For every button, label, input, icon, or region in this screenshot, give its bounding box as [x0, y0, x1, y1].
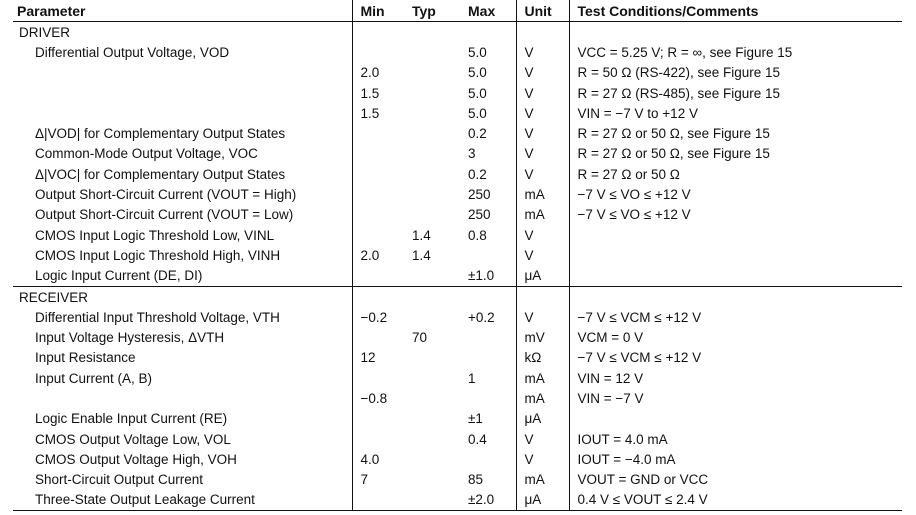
cell-typ [404, 144, 460, 164]
cell-conditions [569, 245, 902, 265]
cell-min: 2.0 [352, 245, 404, 265]
cell-conditions: R = 27 Ω or 50 Ω, see Figure 15 [569, 123, 902, 143]
cell-unit: mA [516, 368, 569, 388]
cell-typ: 1.4 [412, 227, 431, 243]
cell-min: 2.0 [352, 63, 404, 83]
cell-min [352, 429, 404, 449]
cell-parameter [13, 103, 352, 123]
cell-min [352, 184, 404, 204]
cell-min [352, 123, 404, 143]
cell-parameter: Input Current (A, B) [35, 370, 153, 386]
cell-max: 5.0 [468, 44, 487, 60]
cell-min: 7 [352, 470, 404, 490]
cell-max [460, 327, 516, 347]
cell-parameter: Differential Input Threshold Voltage, VTH [35, 309, 280, 325]
cell-conditions: R = 27 Ω or 50 Ω, see Figure 15 [569, 144, 902, 164]
cell-parameter: Input Resistance [35, 350, 136, 366]
cell-max: 1 [468, 370, 476, 386]
cell-max [460, 348, 516, 368]
header-min: Min [352, 0, 404, 22]
cell-typ [404, 266, 460, 287]
cell-max: 5.0 [468, 105, 487, 121]
cell-parameter [13, 63, 352, 83]
cell-conditions [569, 266, 902, 287]
cell-unit: V [516, 63, 569, 83]
header-typ: Typ [404, 0, 460, 22]
table-row [13, 184, 902, 204]
cell-max: 250 [468, 187, 491, 203]
table-row [13, 144, 902, 164]
cell-unit: V [516, 449, 569, 469]
cell-conditions: VCM = 0 V [569, 327, 902, 347]
cell-typ [404, 83, 460, 103]
empty-cell [516, 286, 569, 307]
cell-unit: V [516, 144, 569, 164]
cell-max: 85 [468, 472, 484, 488]
cell-unit: μA [516, 490, 569, 511]
cell-parameter [13, 388, 352, 408]
empty-cell [569, 22, 902, 43]
cell-conditions: VIN = 12 V [569, 368, 902, 388]
cell-conditions: −7 V ≤ VO ≤ +12 V [569, 184, 902, 204]
cell-parameter: CMOS Input Logic Threshold Low, VINL [35, 227, 275, 243]
table-row [13, 63, 902, 83]
cell-typ [404, 184, 460, 204]
cell-unit: V [516, 42, 569, 62]
table-body [13, 22, 902, 511]
cell-max: 5.0 [468, 65, 487, 81]
cell-conditions: VCC = 5.25 V; R = ∞, see Figure 15 [569, 42, 902, 62]
cell-parameter: Three-State Output Leakage Current [13, 490, 352, 511]
cell-typ: 70 [412, 330, 428, 346]
cell-min: 1.5 [352, 83, 404, 103]
cell-parameter: Logic Enable Input Current (RE) [35, 411, 228, 427]
cell-unit: kΩ [516, 348, 569, 368]
cell-max: +0.2 [468, 309, 495, 325]
cell-unit: V [516, 83, 569, 103]
cell-conditions: R = 50 Ω (RS-422), see Figure 15 [569, 63, 902, 83]
cell-parameter: Logic Input Current (DE, DI) [35, 268, 203, 284]
cell-conditions: VIN = −7 V [569, 388, 902, 408]
cell-conditions: R = 27 Ω or 50 Ω [569, 164, 902, 184]
cell-conditions: VOUT = GND or VCC [569, 470, 902, 490]
cell-parameter: Output Short-Circuit Current (VOUT = High) [35, 187, 297, 203]
table-row [13, 266, 902, 287]
cell-unit: μA [516, 409, 569, 429]
empty-cell [569, 286, 902, 307]
cell-max: 5.0 [468, 85, 487, 101]
table-row [13, 123, 902, 143]
cell-min: 4.0 [352, 449, 404, 469]
cell-parameter: Common-Mode Output Voltage, VOC [35, 146, 258, 162]
cell-unit: mA [516, 470, 569, 490]
cell-parameter: CMOS Output Voltage High, VOH [35, 451, 237, 467]
cell-min [352, 42, 404, 62]
cell-min [352, 490, 404, 511]
cell-unit: V [516, 307, 569, 327]
cell-typ [404, 429, 460, 449]
table-row [13, 490, 902, 511]
cell-max: ±1 [468, 411, 483, 427]
cell-typ [404, 490, 460, 511]
cell-min [352, 144, 404, 164]
table-row [13, 449, 902, 469]
cell-min [352, 409, 404, 429]
cell-typ [404, 307, 460, 327]
cell-max: 0.4 [468, 431, 487, 447]
cell-typ [404, 42, 460, 62]
cell-min [352, 225, 404, 245]
cell-min [352, 327, 404, 347]
cell-max: 0.2 [468, 166, 487, 182]
cell-conditions: IOUT = −4.0 mA [569, 449, 902, 469]
spec-table [13, 0, 902, 511]
cell-typ: 1.4 [412, 247, 431, 263]
header-parameter: Parameter [13, 0, 352, 22]
cell-typ [404, 470, 460, 490]
cell-conditions [569, 225, 902, 245]
cell-parameter: CMOS Input Logic Threshold High, VINH [35, 247, 281, 263]
cell-parameter [13, 83, 352, 103]
cell-unit: μA [516, 266, 569, 287]
section-row [13, 22, 902, 43]
cell-typ [404, 348, 460, 368]
cell-min [352, 266, 404, 287]
table-row [13, 327, 902, 347]
cell-min: −0.8 [352, 388, 404, 408]
table-row [13, 42, 902, 62]
table-row [13, 205, 902, 225]
cell-parameter: Input Voltage Hysteresis, ΔVTH [35, 330, 225, 346]
header-row [13, 0, 902, 22]
cell-min [352, 368, 404, 388]
cell-min: 1.5 [352, 103, 404, 123]
table-row [13, 429, 902, 449]
cell-unit: V [516, 225, 569, 245]
cell-max: 3 [468, 146, 476, 162]
cell-unit: V [516, 123, 569, 143]
cell-min: −0.2 [352, 307, 404, 327]
empty-cell [404, 22, 460, 43]
table-row [13, 368, 902, 388]
section-row [13, 286, 902, 307]
cell-unit: V [516, 429, 569, 449]
cell-conditions: 0.4 V ≤ VOUT ≤ 2.4 V [569, 490, 902, 511]
cell-typ [404, 388, 460, 408]
section-title: DRIVER [13, 22, 352, 43]
cell-typ [404, 103, 460, 123]
table-row [13, 103, 902, 123]
cell-conditions: IOUT = 4.0 mA [569, 429, 902, 449]
cell-unit: mA [516, 388, 569, 408]
table-row [13, 470, 902, 490]
table-row [13, 348, 902, 368]
header-max: Max [460, 0, 516, 22]
section-title: RECEIVER [13, 286, 352, 307]
cell-unit: mA [516, 184, 569, 204]
table-row [13, 245, 902, 265]
cell-max: 250 [468, 207, 491, 223]
cell-min: 12 [352, 348, 404, 368]
header-unit: Unit [516, 0, 569, 22]
cell-unit: mA [516, 205, 569, 225]
cell-typ [404, 368, 460, 388]
table-row [13, 164, 902, 184]
cell-typ [404, 205, 460, 225]
empty-cell [404, 286, 460, 307]
cell-unit: V [516, 103, 569, 123]
cell-typ [404, 164, 460, 184]
cell-parameter: Differential Output Voltage, VOD [35, 44, 230, 60]
empty-cell [460, 22, 516, 43]
cell-typ [404, 409, 460, 429]
cell-conditions: −7 V ≤ VO ≤ +12 V [569, 205, 902, 225]
cell-min [352, 205, 404, 225]
table-row [13, 83, 902, 103]
cell-max [460, 449, 516, 469]
cell-typ [404, 123, 460, 143]
cell-conditions: −7 V ≤ VCM ≤ +12 V [569, 348, 902, 368]
cell-unit: mV [516, 327, 569, 347]
empty-cell [460, 286, 516, 307]
empty-cell [516, 22, 569, 43]
cell-parameter: Δ|VOD| for Complementary Output States [35, 126, 286, 142]
empty-cell [352, 22, 404, 43]
cell-max: 0.8 [468, 227, 487, 243]
cell-typ [404, 449, 460, 469]
table-row [13, 225, 902, 245]
cell-conditions: R = 27 Ω (RS-485), see Figure 15 [569, 83, 902, 103]
empty-cell [352, 286, 404, 307]
cell-unit: V [516, 245, 569, 265]
table-row [13, 409, 902, 429]
cell-conditions: −7 V ≤ VCM ≤ +12 V [569, 307, 902, 327]
cell-parameter: Output Short-Circuit Current (VOUT = Low) [35, 207, 294, 223]
cell-max [460, 245, 516, 265]
cell-parameter: CMOS Output Voltage Low, VOL [35, 431, 231, 447]
cell-conditions [569, 409, 902, 429]
cell-parameter: Δ|VOC| for Complementary Output States [35, 166, 286, 182]
cell-min [352, 164, 404, 184]
header-test-conditions: Test Conditions/Comments [569, 0, 902, 22]
table-row [13, 388, 902, 408]
cell-max: 0.2 [468, 126, 487, 142]
cell-typ [404, 63, 460, 83]
table-row [13, 307, 902, 327]
cell-unit: V [516, 164, 569, 184]
cell-parameter: Short-Circuit Output Current [35, 472, 204, 488]
cell-max: ±1.0 [468, 268, 495, 284]
cell-conditions: VIN = −7 V to +12 V [569, 103, 902, 123]
cell-max [460, 388, 516, 408]
cell-max: ±2.0 [460, 490, 516, 511]
